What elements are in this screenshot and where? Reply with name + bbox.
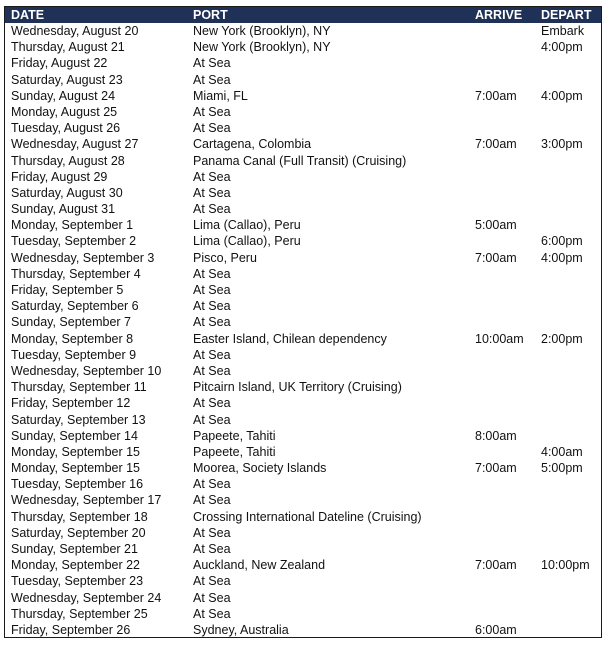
cell-arrive: 10:00am bbox=[475, 331, 524, 346]
cell-arrive: 7:00am bbox=[475, 558, 517, 573]
table-row bbox=[5, 250, 601, 266]
cell-depart bbox=[535, 120, 601, 136]
cell-date: Saturday, August 23 bbox=[11, 72, 123, 87]
cell-arrive bbox=[469, 606, 535, 622]
cell-depart bbox=[535, 266, 601, 282]
table-row bbox=[5, 153, 601, 169]
cell-port: At Sea bbox=[193, 72, 231, 87]
table-header bbox=[5, 7, 601, 23]
cell-date: Friday, September 26 bbox=[11, 622, 131, 637]
cell-date: Sunday, August 31 bbox=[11, 202, 116, 217]
cell-depart bbox=[535, 573, 601, 589]
cell-arrive bbox=[469, 282, 535, 298]
cell-date: Sunday, August 24 bbox=[11, 88, 116, 103]
cell-port: At Sea bbox=[193, 104, 231, 119]
cell-port: Pisco, Peru bbox=[193, 250, 257, 265]
cell-arrive bbox=[469, 379, 535, 395]
cell-arrive bbox=[469, 185, 535, 201]
cell-port: At Sea bbox=[193, 121, 231, 136]
cell-arrive: 7:00am bbox=[475, 461, 517, 476]
cell-port: Papeete, Tahiti bbox=[193, 444, 276, 459]
cell-port: Pitcairn Island, UK Territory (Cruising) bbox=[193, 380, 402, 395]
cell-port: Crossing International Dateline (Cruising) bbox=[193, 509, 422, 524]
cell-port: Auckland, New Zealand bbox=[193, 558, 326, 573]
table-row bbox=[5, 298, 601, 314]
cell-depart bbox=[535, 476, 601, 492]
cell-arrive bbox=[469, 55, 535, 71]
table-row bbox=[5, 55, 601, 71]
cell-port: At Sea bbox=[193, 477, 231, 492]
table-row bbox=[5, 23, 601, 39]
table-row bbox=[5, 590, 601, 606]
cell-date: Sunday, September 14 bbox=[11, 428, 138, 443]
table-row bbox=[5, 492, 601, 508]
cell-date: Tuesday, September 16 bbox=[11, 477, 144, 492]
cell-depart bbox=[535, 492, 601, 508]
cell-arrive bbox=[469, 492, 535, 508]
cell-arrive bbox=[469, 233, 535, 249]
table-row bbox=[5, 185, 601, 201]
table-row bbox=[5, 379, 601, 395]
cell-date: Tuesday, September 2 bbox=[11, 234, 137, 249]
cell-depart: 4:00pm bbox=[541, 40, 583, 55]
cell-port: At Sea bbox=[193, 299, 231, 314]
cell-date: Wednesday, August 20 bbox=[11, 24, 139, 38]
cell-depart bbox=[535, 606, 601, 622]
header-depart: DEPART bbox=[541, 8, 592, 22]
table-row bbox=[5, 266, 601, 282]
cell-depart: 4:00am bbox=[541, 444, 583, 459]
cell-port: At Sea bbox=[193, 525, 231, 540]
cell-port: At Sea bbox=[193, 412, 231, 427]
table-body bbox=[5, 23, 601, 638]
cell-arrive bbox=[469, 169, 535, 185]
cell-arrive bbox=[469, 509, 535, 525]
cell-depart bbox=[535, 363, 601, 379]
cell-port: Miami, FL bbox=[193, 88, 248, 103]
cell-depart bbox=[535, 153, 601, 169]
cell-date: Thursday, August 28 bbox=[11, 153, 125, 168]
cell-depart bbox=[535, 541, 601, 557]
cell-date: Saturday, September 6 bbox=[11, 299, 139, 314]
cell-port: At Sea bbox=[193, 396, 231, 411]
cell-arrive bbox=[469, 298, 535, 314]
cell-arrive bbox=[469, 39, 535, 55]
table-row bbox=[5, 428, 601, 444]
cell-date: Tuesday, August 26 bbox=[11, 121, 121, 136]
cell-depart: 6:00pm bbox=[541, 234, 583, 249]
table-row bbox=[5, 557, 601, 573]
cell-arrive bbox=[469, 314, 535, 330]
cell-date: Tuesday, September 9 bbox=[11, 347, 137, 362]
cell-port: New York (Brooklyn), NY bbox=[193, 24, 331, 38]
table-row bbox=[5, 347, 601, 363]
cell-date: Saturday, August 30 bbox=[11, 185, 123, 200]
cell-depart bbox=[535, 217, 601, 233]
header-date: DATE bbox=[11, 8, 45, 22]
cell-date: Wednesday, September 10 bbox=[11, 363, 162, 378]
cell-date: Thursday, September 18 bbox=[11, 509, 148, 524]
cell-port: At Sea bbox=[193, 315, 231, 330]
cell-depart bbox=[535, 347, 601, 363]
cell-arrive bbox=[469, 72, 535, 88]
cell-date: Monday, August 25 bbox=[11, 104, 118, 119]
cell-date: Thursday, September 4 bbox=[11, 266, 141, 281]
cell-port: At Sea bbox=[193, 574, 231, 589]
cell-arrive bbox=[469, 201, 535, 217]
table-row bbox=[5, 104, 601, 120]
cell-date: Monday, September 1 bbox=[11, 218, 134, 233]
cell-depart bbox=[535, 55, 601, 71]
cell-port: At Sea bbox=[193, 363, 231, 378]
cell-port: Panama Canal (Full Transit) (Cruising) bbox=[193, 153, 407, 168]
cell-port: At Sea bbox=[193, 56, 231, 71]
cell-port: At Sea bbox=[193, 169, 231, 184]
cell-depart bbox=[535, 525, 601, 541]
cell-arrive bbox=[469, 153, 535, 169]
cell-date: Thursday, September 11 bbox=[11, 380, 147, 395]
table-row bbox=[5, 363, 601, 379]
cell-arrive bbox=[469, 120, 535, 136]
cell-port: Moorea, Society Islands bbox=[193, 461, 327, 476]
cell-date: Monday, September 15 bbox=[11, 461, 141, 476]
table-row bbox=[5, 412, 601, 428]
cell-arrive: 5:00am bbox=[475, 218, 517, 233]
cell-arrive bbox=[469, 266, 535, 282]
cell-arrive bbox=[469, 23, 535, 39]
cell-port: Easter Island, Chilean dependency bbox=[193, 331, 387, 346]
cell-depart bbox=[535, 201, 601, 217]
cell-depart bbox=[535, 298, 601, 314]
table-row bbox=[5, 314, 601, 330]
cell-date: Thursday, September 25 bbox=[11, 606, 148, 621]
header-arrive: ARRIVE bbox=[475, 8, 523, 22]
cell-date: Saturday, September 13 bbox=[11, 412, 146, 427]
cell-date: Thursday, August 21 bbox=[11, 40, 125, 55]
cell-date: Sunday, September 21 bbox=[11, 542, 138, 556]
cell-depart bbox=[535, 590, 601, 606]
cell-date: Friday, September 12 bbox=[11, 396, 131, 411]
cell-arrive bbox=[469, 525, 535, 541]
table-row bbox=[5, 233, 601, 249]
itinerary-table bbox=[4, 6, 602, 638]
cell-arrive: 7:00am bbox=[475, 250, 517, 265]
cell-date: Monday, September 8 bbox=[11, 331, 134, 346]
table-row bbox=[5, 282, 601, 298]
table-row bbox=[5, 39, 601, 55]
cell-depart bbox=[535, 104, 601, 120]
cell-depart bbox=[535, 622, 601, 638]
cell-depart: 10:00pm bbox=[541, 558, 590, 573]
cell-port: At Sea bbox=[193, 606, 231, 621]
cell-depart bbox=[535, 314, 601, 330]
cell-depart bbox=[535, 185, 601, 201]
table-row bbox=[5, 169, 601, 185]
table-row bbox=[5, 201, 601, 217]
table-row bbox=[5, 573, 601, 589]
cell-arrive bbox=[469, 347, 535, 363]
cell-date: Monday, September 22 bbox=[11, 558, 141, 573]
cell-depart: 5:00pm bbox=[541, 461, 583, 476]
cell-depart bbox=[535, 509, 601, 525]
cell-port: At Sea bbox=[193, 185, 231, 200]
cell-port: At Sea bbox=[193, 493, 231, 508]
cell-depart bbox=[535, 282, 601, 298]
table-row bbox=[5, 444, 601, 460]
header-port: PORT bbox=[193, 8, 228, 22]
cell-date: Wednesday, September 17 bbox=[11, 493, 162, 508]
cell-port: At Sea bbox=[193, 590, 231, 605]
cell-date: Wednesday, September 24 bbox=[11, 590, 162, 605]
table-row bbox=[5, 217, 601, 233]
table-row bbox=[5, 606, 601, 622]
cell-depart bbox=[535, 428, 601, 444]
cell-date: Saturday, September 20 bbox=[11, 525, 146, 540]
cell-date: Friday, September 5 bbox=[11, 283, 124, 297]
cell-arrive: 8:00am bbox=[475, 428, 517, 443]
cell-depart bbox=[535, 72, 601, 88]
cell-arrive: 6:00am bbox=[475, 622, 517, 637]
cell-port: Sydney, Australia bbox=[193, 622, 289, 637]
cell-port: New York (Brooklyn), NY bbox=[193, 40, 331, 55]
cell-date: Friday, August 22 bbox=[11, 56, 108, 71]
table-row bbox=[5, 136, 601, 152]
cell-depart: 2:00pm bbox=[541, 331, 583, 346]
cell-port: Lima (Callao), Peru bbox=[193, 234, 301, 249]
cell-depart bbox=[535, 379, 601, 395]
cell-port: Cartagena, Colombia bbox=[193, 137, 312, 152]
cell-port: At Sea bbox=[193, 266, 231, 281]
cell-arrive bbox=[469, 590, 535, 606]
table-row bbox=[5, 120, 601, 136]
table-row bbox=[5, 331, 601, 347]
cell-date: Sunday, September 7 bbox=[11, 315, 131, 330]
cell-date: Wednesday, August 27 bbox=[11, 137, 139, 152]
cell-depart: 4:00pm bbox=[541, 88, 583, 103]
table-row bbox=[5, 460, 601, 476]
cell-arrive bbox=[469, 444, 535, 460]
table-row bbox=[5, 88, 601, 104]
cell-date: Friday, August 29 bbox=[11, 169, 108, 184]
cell-arrive bbox=[469, 104, 535, 120]
cell-port: Papeete, Tahiti bbox=[193, 428, 276, 443]
cell-arrive bbox=[469, 363, 535, 379]
cell-arrive: 7:00am bbox=[475, 88, 517, 103]
cell-port: Lima (Callao), Peru bbox=[193, 218, 301, 233]
table-row bbox=[5, 509, 601, 525]
table-row bbox=[5, 541, 601, 557]
table-row bbox=[5, 525, 601, 541]
table-row bbox=[5, 476, 601, 492]
cell-depart bbox=[535, 395, 601, 411]
cell-port: At Sea bbox=[193, 283, 231, 297]
cell-depart: 4:00pm bbox=[541, 250, 583, 265]
cell-date: Tuesday, September 23 bbox=[11, 574, 144, 589]
cell-arrive: 7:00am bbox=[475, 137, 517, 152]
table-row bbox=[5, 622, 601, 638]
cell-port: At Sea bbox=[193, 542, 231, 556]
cell-depart bbox=[535, 169, 601, 185]
table-row bbox=[5, 72, 601, 88]
cell-arrive bbox=[469, 395, 535, 411]
cell-date: Wednesday, September 3 bbox=[11, 250, 155, 265]
cell-arrive bbox=[469, 573, 535, 589]
cell-arrive bbox=[469, 412, 535, 428]
cell-arrive bbox=[469, 541, 535, 557]
cell-depart: 3:00pm bbox=[541, 137, 583, 152]
cell-arrive bbox=[469, 476, 535, 492]
cell-depart bbox=[535, 412, 601, 428]
table-row bbox=[5, 395, 601, 411]
cell-port: At Sea bbox=[193, 347, 231, 362]
cell-depart: Embark bbox=[541, 24, 585, 38]
cell-port: At Sea bbox=[193, 202, 231, 217]
cell-date: Monday, September 15 bbox=[11, 444, 141, 459]
